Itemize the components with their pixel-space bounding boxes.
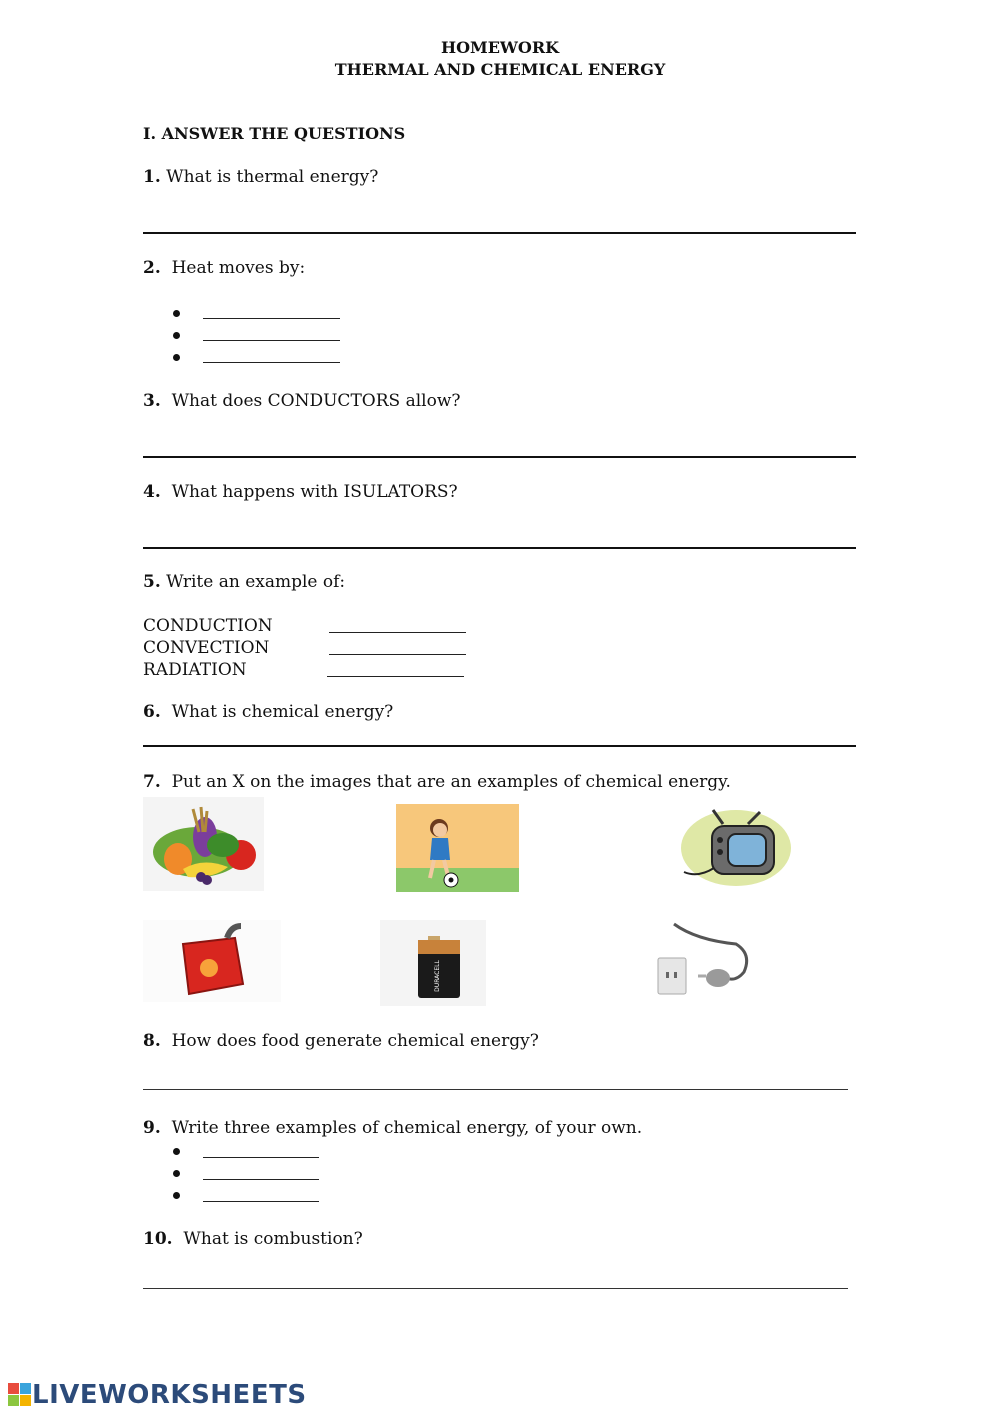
answer-blank-9a[interactable] bbox=[203, 1157, 319, 1158]
bullet bbox=[173, 1192, 180, 1199]
question-number: 4. bbox=[143, 482, 161, 502]
question-text: Put an X on the images that are an examples of chemical energy. bbox=[171, 772, 731, 792]
section-title: I. ANSWER THE QUESTIONS bbox=[143, 124, 406, 143]
question-number: 8. bbox=[143, 1031, 161, 1051]
question-number: 6. bbox=[143, 702, 161, 722]
battery-image[interactable] bbox=[380, 920, 486, 1006]
question-2 bbox=[143, 258, 305, 278]
bullet bbox=[173, 332, 180, 339]
question-number: 9. bbox=[143, 1118, 161, 1138]
electric-plug-outlet-image[interactable] bbox=[656, 920, 752, 996]
label-conduction: CONDUCTION bbox=[143, 616, 273, 636]
label-convection: CONVECTION bbox=[143, 638, 270, 658]
question-4 bbox=[143, 482, 458, 502]
answer-blank-9c[interactable] bbox=[203, 1201, 319, 1202]
gas-can-icon bbox=[143, 920, 281, 1002]
question-number: 3. bbox=[143, 391, 161, 411]
question-6 bbox=[143, 702, 393, 722]
bullet bbox=[173, 1170, 180, 1177]
title-subject: THERMAL AND CHEMICAL ENERGY bbox=[334, 60, 666, 79]
answer-blank-2a[interactable] bbox=[203, 318, 340, 319]
answer-blank-conduction[interactable] bbox=[329, 632, 466, 633]
question-5 bbox=[143, 572, 345, 592]
answer-line-4[interactable] bbox=[143, 547, 856, 549]
question-number: 7. bbox=[143, 772, 161, 792]
question-text: Heat moves by: bbox=[171, 258, 306, 278]
bullet bbox=[173, 354, 180, 361]
television-image[interactable] bbox=[678, 806, 792, 891]
battery-brand: DURACELL bbox=[434, 960, 441, 992]
answer-blank-2b[interactable] bbox=[203, 340, 340, 341]
question-number: 1. bbox=[143, 167, 161, 187]
soccer-child-icon bbox=[396, 804, 519, 892]
answer-line-3[interactable] bbox=[143, 456, 856, 458]
question-text: What is combustion? bbox=[183, 1229, 363, 1249]
answer-blank-2c[interactable] bbox=[203, 362, 340, 363]
bullet bbox=[173, 1148, 180, 1155]
question-text: How does food generate chemical energy? bbox=[171, 1031, 539, 1051]
question-text: What happens with ISULATORS? bbox=[171, 482, 458, 502]
battery-icon bbox=[380, 920, 486, 1006]
question-text: Write an example of: bbox=[166, 572, 346, 592]
question-number: 5. bbox=[143, 572, 161, 592]
answer-blank-convection[interactable] bbox=[329, 654, 466, 655]
question-text: What is thermal energy? bbox=[166, 167, 379, 187]
logo-text: LIVEWORKSHEETS bbox=[32, 1380, 307, 1410]
child-playing-soccer-image[interactable] bbox=[396, 804, 519, 892]
logo-blocks-icon bbox=[8, 1383, 32, 1407]
question-number: 10. bbox=[143, 1229, 173, 1249]
question-text: Write three examples of chemical energy, of your own. bbox=[171, 1118, 643, 1138]
title-homework: HOMEWORK bbox=[440, 38, 560, 57]
question-7 bbox=[143, 772, 731, 792]
answer-line-10[interactable] bbox=[143, 1288, 848, 1289]
question-8 bbox=[143, 1031, 539, 1051]
fruits-icon bbox=[143, 797, 264, 891]
tv-icon bbox=[678, 806, 792, 891]
question-text: What does CONDUCTORS allow? bbox=[171, 391, 461, 411]
question-3 bbox=[143, 391, 460, 411]
question-9 bbox=[143, 1118, 642, 1138]
bullet bbox=[173, 310, 180, 317]
answer-line-8[interactable] bbox=[143, 1089, 848, 1090]
answer-line-6[interactable] bbox=[143, 745, 856, 747]
liveworksheets-logo[interactable] bbox=[8, 1380, 307, 1410]
question-number: 2. bbox=[143, 258, 161, 278]
label-radiation: RADIATION bbox=[143, 660, 247, 680]
answer-blank-9b[interactable] bbox=[203, 1179, 319, 1180]
fruits-vegetables-image[interactable] bbox=[143, 797, 264, 891]
gas-can-image[interactable] bbox=[143, 920, 281, 1002]
plug-outlet-icon bbox=[656, 920, 752, 996]
question-text: What is chemical energy? bbox=[171, 702, 394, 722]
question-1 bbox=[143, 167, 378, 187]
question-10 bbox=[143, 1229, 363, 1249]
answer-blank-radiation[interactable] bbox=[327, 676, 464, 677]
answer-line-1[interactable] bbox=[143, 232, 856, 234]
